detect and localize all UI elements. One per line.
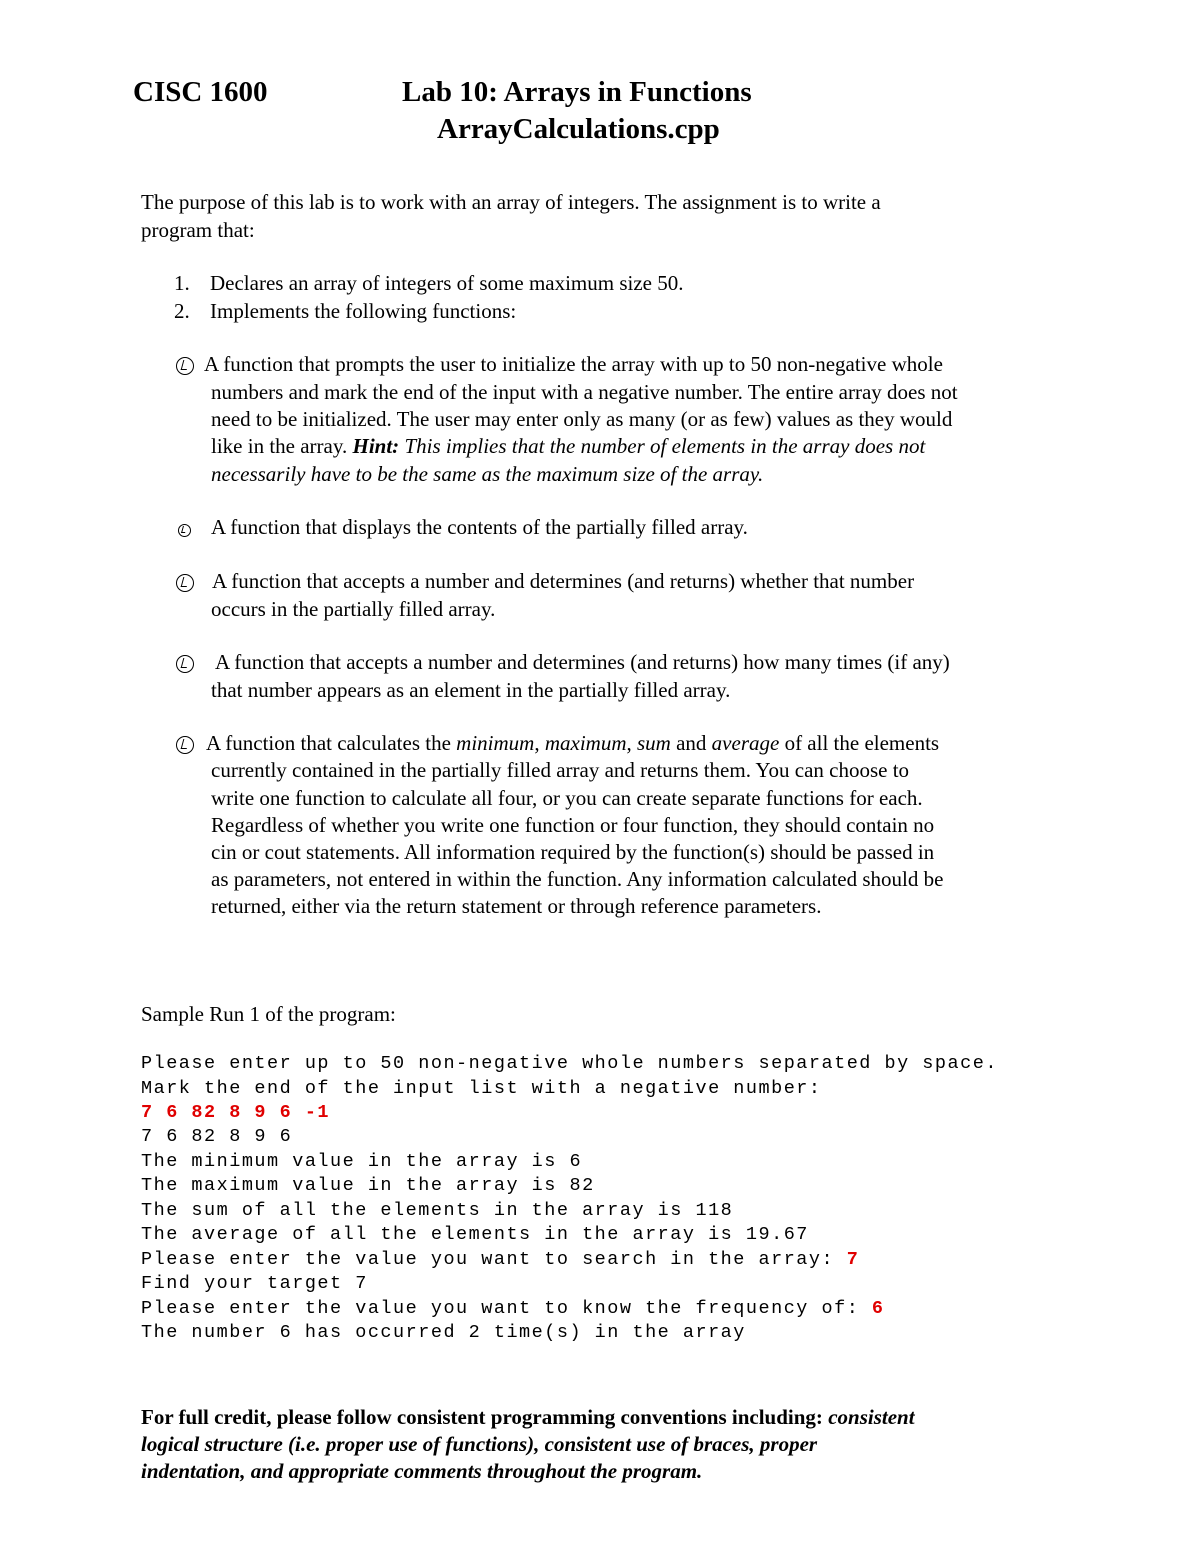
globe-bullet-icon	[178, 524, 191, 537]
console-line: The sum of all the elements in the array is 118	[141, 1200, 734, 1221]
bullet-1-line-4: like in the array. Hint: This implies that the number of elements in the array does not	[211, 434, 926, 458]
bullet-5-line-6: as parameters, not entered in within the function. Any information calculated should be	[211, 867, 944, 891]
bullet-4-line-2: that number appears as an element in the partially filled array.	[211, 678, 731, 702]
console-line: Please enter the value you want to know the frequency of: 6	[141, 1298, 885, 1319]
bullet-5-line-1: A function that calculates the minimum, maximum, sum and average of all the elements	[206, 731, 940, 755]
console-line: 7 6 82 8 9 6	[141, 1126, 293, 1147]
bullet-5-line-3: write one function to calculate all four, or you can create separate functions for each.	[211, 786, 923, 810]
console-line: Please enter up to 50 non-negative whole numbers separated by space.	[141, 1053, 998, 1074]
credit-note-line-2: logical structure (i.e. proper use of functions), consistent use of braces, proper	[141, 1432, 818, 1456]
credit-note-line-1: For full credit, please follow consistent programming conventions including: consistent	[141, 1405, 915, 1429]
console-line: The minimum value in the array is 6	[141, 1151, 583, 1172]
course-code: CISC 1600	[133, 76, 268, 108]
bullet-5-line-7: returned, either via the return statement or through reference parameters.	[211, 894, 822, 918]
bullet-1-line-3: need to be initialized. The user may enter only as many (or as few) values as they would	[211, 407, 953, 431]
intro-line-2: program that:	[141, 218, 255, 242]
console-line: Please enter the value you want to search in the array: 7	[141, 1249, 860, 1270]
bullet-5-line-5: cin or cout statements. All information required by the function(s) should be passed in	[211, 840, 935, 864]
console-line: The maximum value in the array is 82	[141, 1175, 595, 1196]
globe-bullet-icon	[176, 574, 194, 592]
list-number-2: 2.	[174, 299, 190, 323]
file-name: ArrayCalculations.cpp	[437, 113, 720, 145]
globe-bullet-icon	[176, 357, 194, 375]
console-user-input: 6	[871, 1298, 885, 1319]
lab-title: Lab 10: Arrays in Functions	[402, 76, 752, 108]
hint-label: Hint:	[352, 434, 400, 458]
bullet-5-line-2: currently contained in the partially filled array and returns them. You can choose to	[211, 758, 910, 782]
console-user-input: 7 6 82 8 9 6 -1	[141, 1102, 331, 1123]
console-line: The number 6 has occurred 2 time(s) in the array	[141, 1322, 746, 1343]
bullet-1-line-1: A function that prompts the user to initialize the array with up to 50 non-negative whole	[204, 352, 943, 376]
bullet-1-line-2: numbers and mark the end of the input with a negative number. The entire array does not	[211, 380, 958, 404]
globe-bullet-icon	[176, 655, 194, 673]
list-number-1: 1.	[174, 271, 190, 295]
console-line: The average of all the elements in the array is 19.67	[141, 1224, 809, 1245]
intro-line-1: The purpose of this lab is to work with an array of integers. The assignment is to write a	[141, 190, 881, 214]
console-user-input: 7	[846, 1249, 860, 1270]
bullet-2-line-1: A function that displays the contents of the partially filled array.	[211, 515, 748, 539]
globe-bullet-icon	[176, 736, 194, 754]
list-item-2: Implements the following functions:	[210, 299, 517, 323]
credit-note-line-3: indentation, and appropriate comments throughout the program.	[141, 1459, 703, 1483]
bullet-1-line-5: necessarily have to be the same as the maximum size of the array.	[211, 462, 764, 486]
bullet-5-line-4: Regardless of whether you write one function or four function, they should contain no	[211, 813, 935, 837]
console-line: Mark the end of the input list with a negative number:	[141, 1078, 822, 1099]
bullet-3-line-2: occurs in the partially filled array.	[211, 597, 496, 621]
bullet-3-line-1: A function that accepts a number and determines (and returns) whether that number	[212, 569, 915, 593]
sample-run-label: Sample Run 1 of the program:	[141, 1002, 396, 1026]
console-line: Find your target 7	[141, 1273, 368, 1294]
bullet-4-line-1: A function that accepts a number and determines (and returns) how many times (if any)	[215, 650, 950, 674]
list-item-1: Declares an array of integers of some maximum size 50.	[210, 271, 684, 295]
